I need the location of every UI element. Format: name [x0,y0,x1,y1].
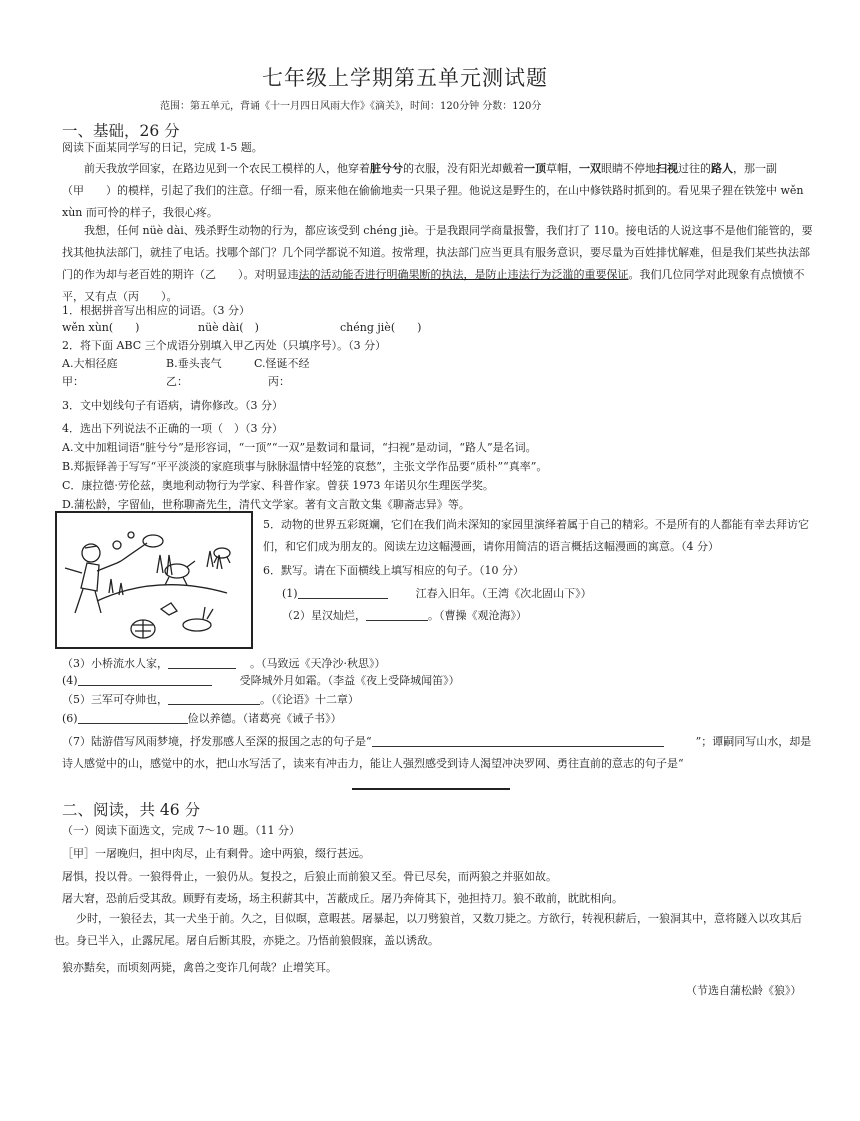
q6-item-2: （2）星汉灿烂， 。（曹操《观沧海》） [282,609,527,622]
passage-line-1: ［甲］一屠晚归，担中肉尽，止有剩骨。途中两狼，缀行甚远。 [62,847,370,860]
q6-item-5: （5）三军可夺帅也， 。（《论语》十二章） [62,693,359,706]
q6-item-6: (6) 俭以养德。（诸葛亮《诫子书》） [62,712,342,725]
passage-line-2: 屠惧，投以骨。一狼得骨止，一狼仍从。复投之，后狼止而前狼又至。骨已尽矣，而两狼之并驱如故。 [62,870,557,883]
bold-word: 一顶 [524,162,546,175]
passage-line-3: 屠大窘，恐前后受其敌。顾野有麦场，场主积薪其中，苫蔽成丘。屠乃奔倚其下，弛担持刀。狼不敢前，眈眈相向。 [62,892,623,905]
bold-word: 脏兮兮 [370,162,403,175]
q2-option-b: B.垂头丧气 [166,357,222,370]
question-5: 5．动物的世界五彩斑斓，它们在我们尚未深知的家园里演绎着属于自己的精彩。不是所有的人都能有幸去拜访它们，和它们成为朋友的。阅读左边这幅漫画，请你用简洁的语言概括这幅漫画的寓意。（4 分） [263,518,809,553]
q6-item-7: （7）陆游借写风雨梦境，抒发那感人至深的报国之志的句子是“ ”；谭嗣同写山水，却是诗人感觉中的山，感觉中的水，把山水写活了，读来有冲击力，能让人强烈感受到诗人渴望冲决罗网、勇往直前的意志的句子是“ [62,735,812,770]
section-heading-basics: 一、基础，26 分 [62,122,180,140]
reading-intro: （一）阅读下面选文，完成 7～10 题。（11 分） [62,824,300,837]
section-heading-reading: 二、阅读，共 46 分 [62,801,201,819]
page-title: 七年级上学期第五单元测试题 [262,66,548,90]
exam-meta: 范围：第五单元，背诵《十一月四日风雨大作》《滴关》，时间：120分钟 分数：120分 [160,101,542,112]
q6-item-1: (1) 江春入旧年。（王湾《次北固山下》） [282,587,592,600]
q6-item-3: （3）小桥流水人家， 。（马致远《天净沙·秋思》） [62,657,386,670]
q1-blank-3: chéng jiè( ) [340,321,422,334]
q4-option-d: D.蒲松龄，字留仙，世称聊斋先生，清代文学家。著有文言散文集《聊斋志异》等。 [62,498,470,511]
bold-word: 扫视 [656,162,678,175]
answer-line [352,788,510,790]
question-3: 3．文中划线句子有语病，请你修改。（3 分） [62,399,283,412]
q2-answer-jia: 甲： [62,375,84,388]
question-2: 2．将下面 ABC 三个成语分别填入甲乙丙处（只填序号）。（3 分） [62,339,387,352]
q2-answer-bing: 丙： [268,375,290,388]
question-6: 6．默写。请在下面横线上填写相应的句子。（10 分） [263,564,524,577]
passage-line-5: 狼亦黠矣，而顷刻两毙，禽兽之变诈几何哉？止增笑耳。 [62,961,337,974]
q4-option-b: B.郑振铎善于写写“平平淡淡的家庭琐事与脉脉温情中轻笼的哀愁”，主张文学作品要“质朴”“真率”。 [62,460,548,473]
passage-line-4: 少时，一狼径去，其一犬坐于前。久之，目似暝，意暇甚。屠暴起，以刀劈狼首，又数刀毙之。方欲行，转视积薪后，一狼洞其中，意将隧入以攻其后也。身已半入，止露尻尾。屠自后断其股，亦毙之。乃悟前狼假寐，盖以诱敌。 [54,912,802,947]
q1-blank-2: nüè dài( ) [198,321,259,334]
bold-word: 路人 [711,162,733,175]
cartoon-drawing [57,513,251,647]
underlined-sentence: 法的活动能否进行明确果断的执法，是防止违法行为泛滥的重要保证 [298,268,629,281]
bold-word: 一双 [579,162,601,175]
question-4: 4．选出下列说法不正确的一项（ ）（3 分） [62,422,283,435]
diary-paragraph-1: 前天我放学回家，在路边见到一个农民工模样的人，他穿着脏兮兮的衣服，没有阳光却戴着一顶草帽，一双眼睛不停地扫视过往的路人，那一副（甲 ）的模样，引起了我们的注意。仔细一看，原来他在偷偷地卖一只果子狸。他说这是野生的，在山中修铁路时抓到的。看见果子狸在铁笼中 wěn xùn 而可怜的样子，我很心疼。 [62,162,804,219]
diary-paragraph-2: 我想，任何 nüè dài、残杀野生动物的行为，都应该受到 chéng jiè。于是我跟同学商量报警，我们打了 110。接电话的人说这事不是他们能管的，要找其他执法部门，就挂了电话。找哪个部门？几个同学都说不知道。按常理，执法部门应当更具有服务意识，要尽量为百姓排忧解难，但是我们某些执法部门的作为却与老百姓的期许（乙 ）。对明显违法的活动能否进行明确果断的执法，是防止违法行为泛滥的重要保证。我们几位同学对此现象有点愤愤不平，又有点（丙 ）。 [62,224,813,303]
q2-answer-yi: 乙： [166,375,188,388]
cartoon-illustration [55,511,253,649]
q6-item-4: (4) 受降城外月如霜。（李益《夜上受降城闻笛》） [62,674,460,687]
section-intro: 阅读下面某同学写的日记，完成 1-5 题。 [62,141,263,154]
q4-option-a: A.文中加粗词语“脏兮兮”是形容词，“一顶”“一双”是数词和量词，“扫视”是动词，“路人”是名词。 [62,441,537,454]
q1-blank-1: wěn xùn( ) [62,321,140,334]
q2-option-c: C.怪诞不经 [254,357,310,370]
passage-source: （节选自蒲松龄《狼》） [686,984,802,997]
q4-option-c: C．康拉德·劳伦兹，奥地利动物行为学家、科普作家。曾获 1973 年诺贝尔生理医学奖。 [62,479,494,492]
question-1: 1．根据拼音写出相应的词语。（3 分） [62,304,250,317]
q2-option-a: A.大相径庭 [62,357,118,370]
